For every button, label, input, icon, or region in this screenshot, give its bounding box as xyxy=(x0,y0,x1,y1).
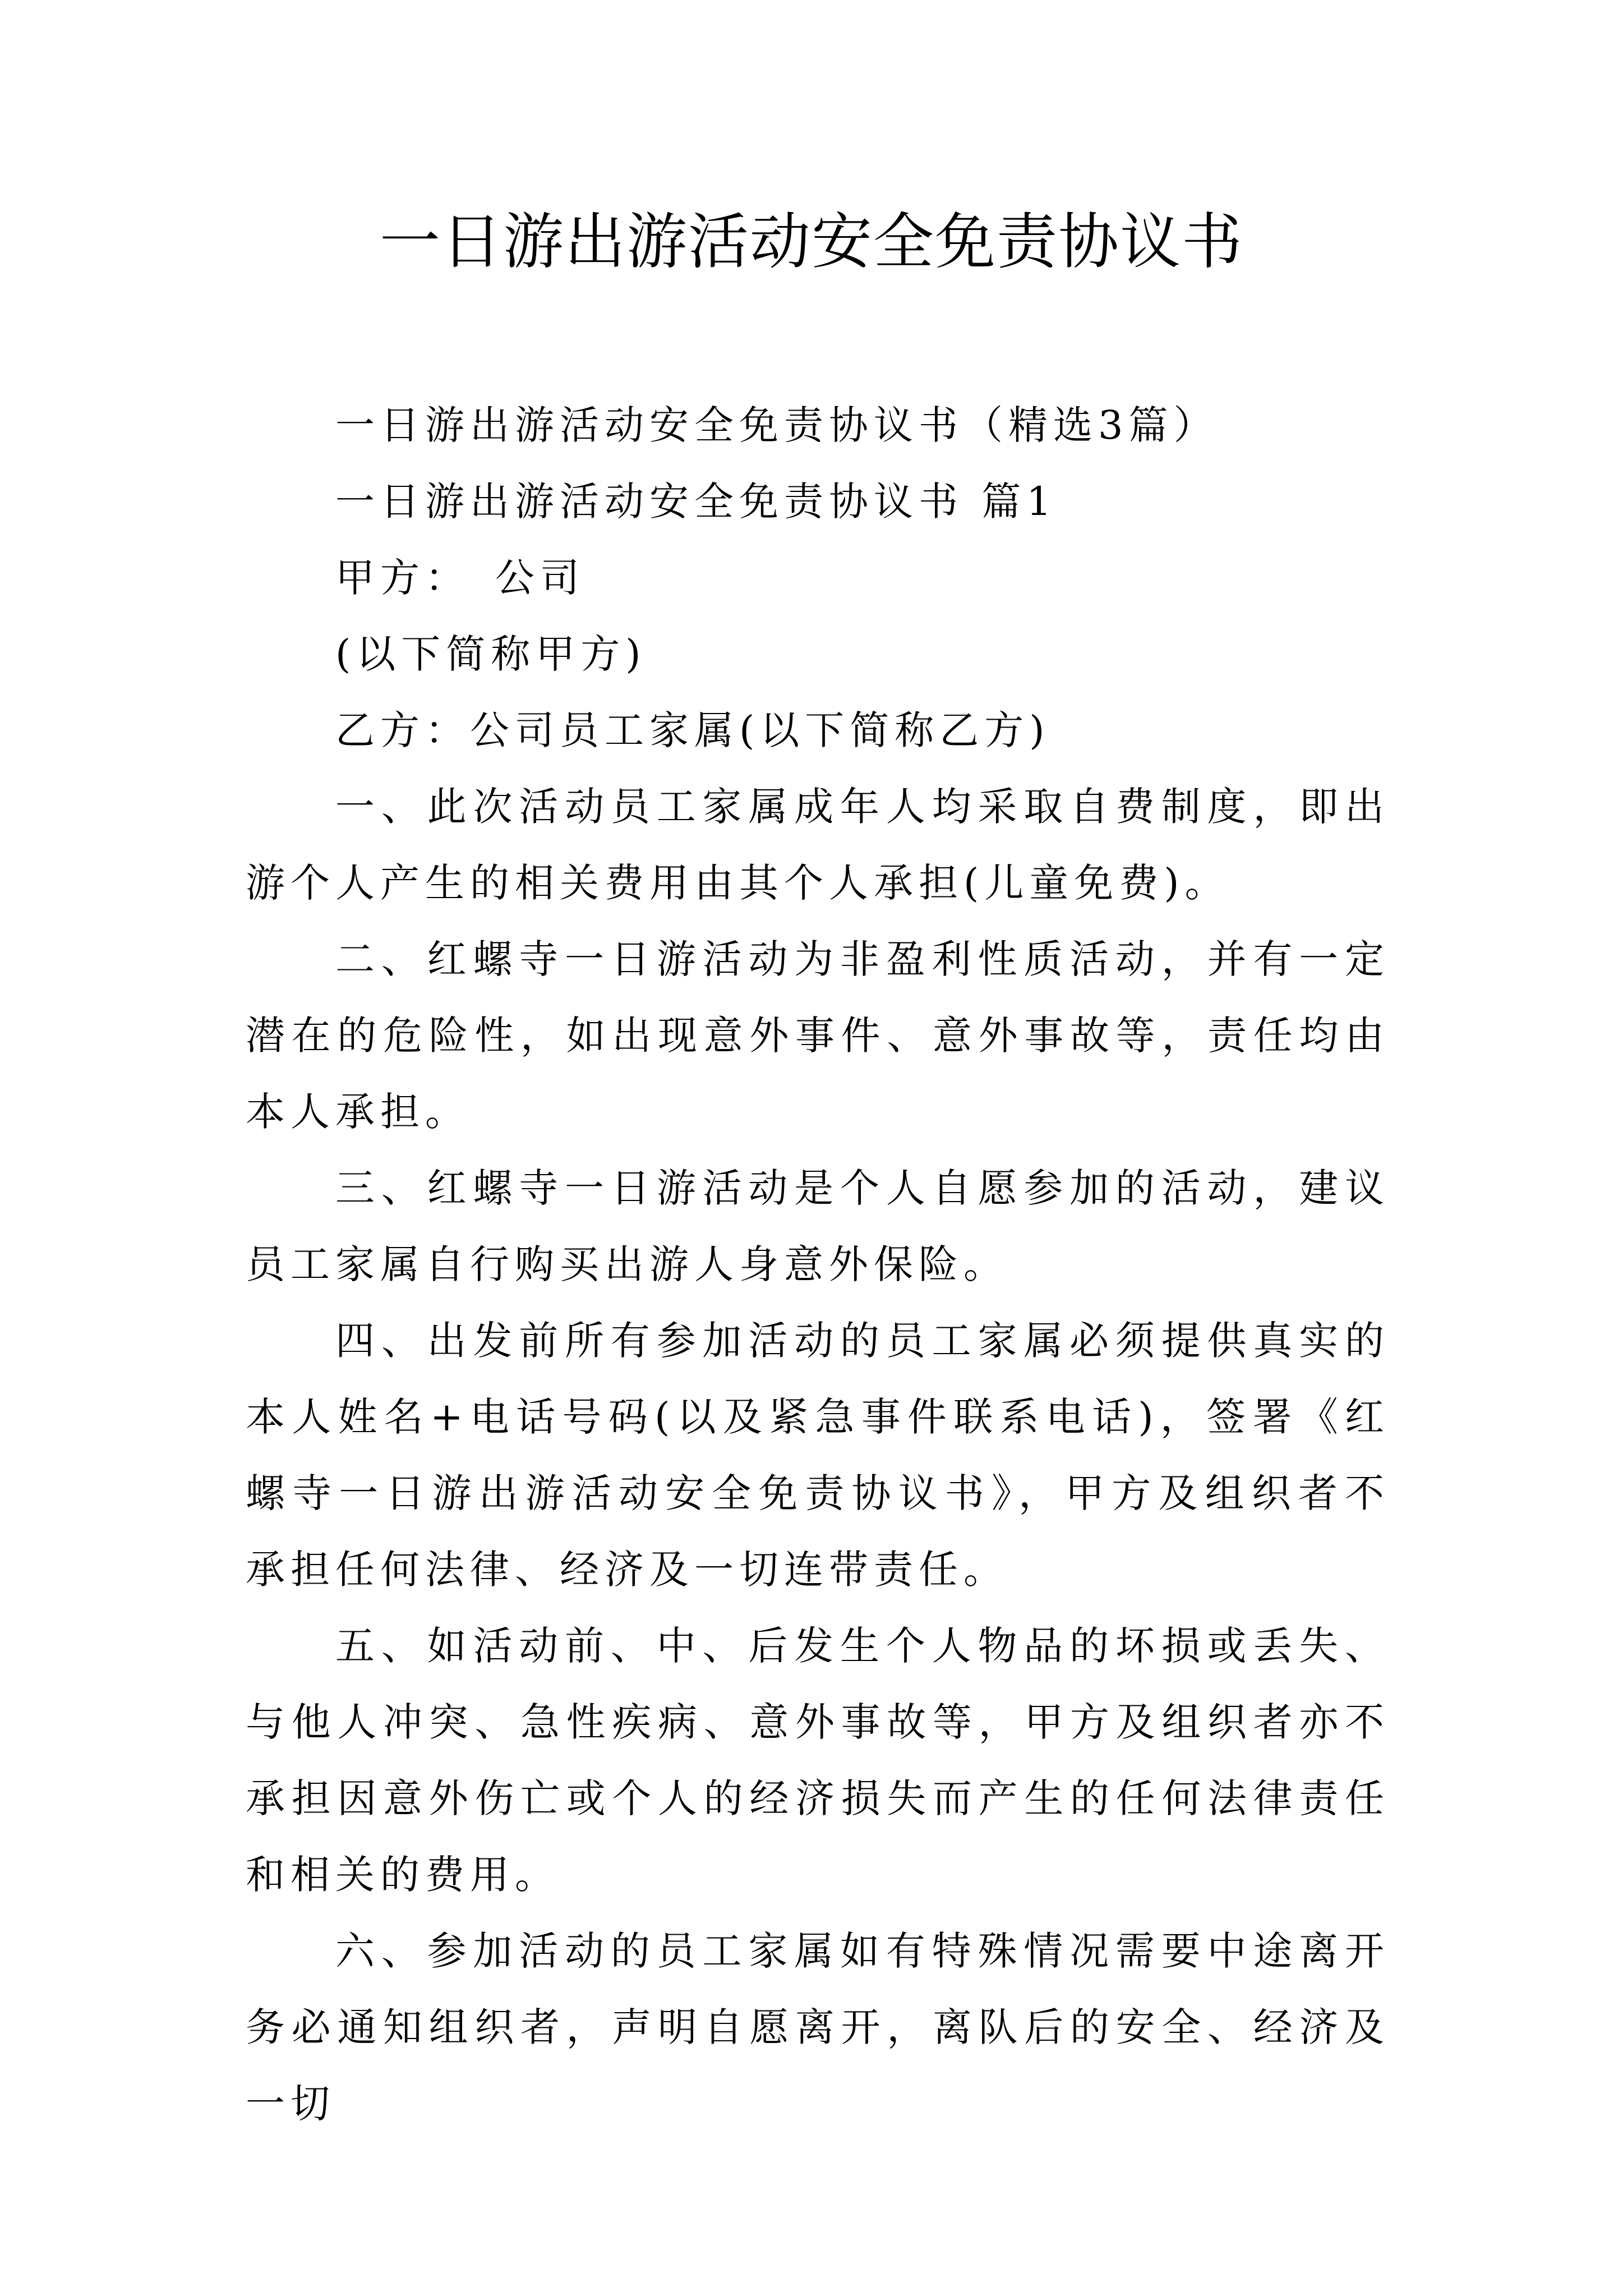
paragraph-clause-3: 三、红螺寺一日游活动是个人自愿参加的活动，建议员工家属自行购买出游人身意外保险。 xyxy=(246,1165,1390,1287)
paragraph-party-a: 甲方： 公司 xyxy=(335,555,585,601)
paragraph-clause-6: 六、参加活动的员工家属如有特殊情况需要中途离开务必通知组织者，声明自愿离开，离队后的安全、经济及一切 xyxy=(246,1928,1390,2127)
paragraph-clause-1: 一、此次活动员工家属成年人均采取自费制度，即出游个人产生的相关费用由其个人承担(儿童免费)。 xyxy=(246,784,1390,906)
paragraph-clause-5: 五、如活动前、中、后发生个人物品的坏损或丢失、与他人冲突、急性疾病、意外事故等，甲方及组织者亦不承担因意外伤亡或个人的经济损失而产生的任何法律责任和相关的费用。 xyxy=(246,1623,1390,1898)
paragraph-clause-2: 二、红螺寺一日游活动为非盈利性质活动，并有一定潜在的危险性，如出现意外事件、意外事故等，责任均由本人承担。 xyxy=(246,936,1390,1135)
paragraph-party-b: 乙方：公司员工家属(以下简称乙方) xyxy=(335,707,1050,753)
document-title: 一日游出游活动安全免责协议书 xyxy=(379,207,1243,277)
document-body xyxy=(246,387,1390,2142)
paragraph-section-heading: 一日游出游活动安全免责协议书 篇1 xyxy=(335,478,1057,524)
paragraph-clause-4: 四、出发前所有参加活动的员工家属必须提供真实的本人姓名+电话号码(以及紧急事件联系电话)，签署《红螺寺一日游出游活动安全免责协议书》，甲方及组织者不承担任何法律、经济及一切连带责任。 xyxy=(246,1318,1390,1593)
paragraph-party-a-note: (以下简称甲方) xyxy=(335,631,647,677)
paragraph-subtitle: 一日游出游活动安全免责协议书（精选3篇） xyxy=(335,402,1219,448)
